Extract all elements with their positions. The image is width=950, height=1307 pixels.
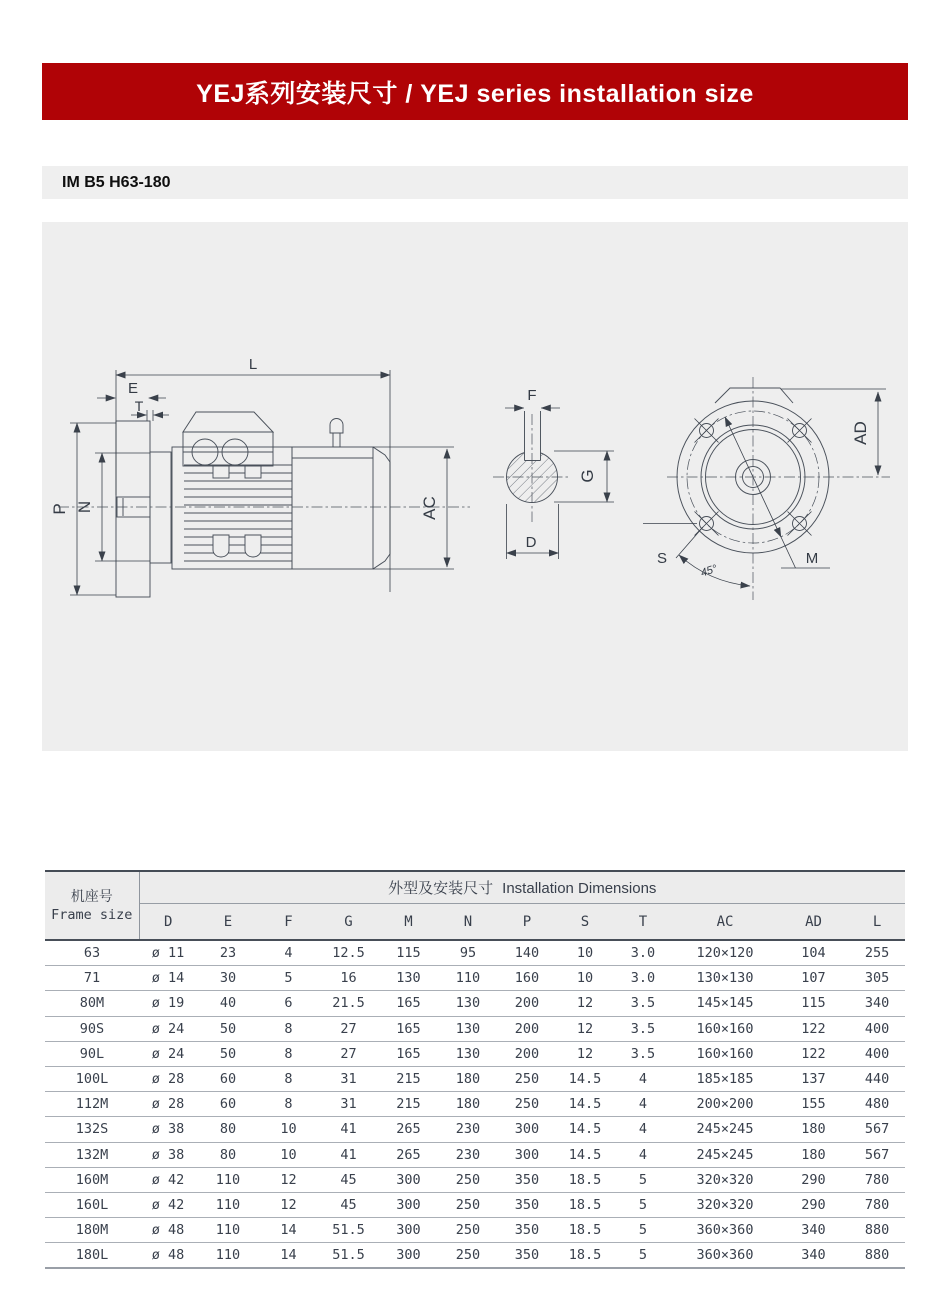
dimension-cell: 130 bbox=[438, 1041, 498, 1066]
dimension-cell: 110 bbox=[197, 1243, 259, 1269]
dimension-cell: 50 bbox=[197, 1016, 259, 1041]
dimension-cell: 320×320 bbox=[672, 1167, 778, 1192]
dimension-cell: 51.5 bbox=[318, 1218, 379, 1243]
dimension-cell: ø 48 bbox=[139, 1243, 197, 1269]
dimension-cell: ø 28 bbox=[139, 1092, 197, 1117]
dimension-cell: 18.5 bbox=[556, 1192, 614, 1217]
dimension-cell: 180 bbox=[778, 1117, 849, 1142]
dimension-cell: 80 bbox=[197, 1117, 259, 1142]
column-header-G: G bbox=[318, 904, 379, 941]
dimension-cell: 21.5 bbox=[318, 991, 379, 1016]
dimension-cell: 780 bbox=[849, 1192, 905, 1217]
dimension-cell: 14.5 bbox=[556, 1066, 614, 1091]
frame-size-cell: 180M bbox=[45, 1218, 139, 1243]
dimension-cell: 165 bbox=[379, 1041, 438, 1066]
dimension-cell: 4 bbox=[614, 1117, 672, 1142]
dimension-cell: 300 bbox=[379, 1192, 438, 1217]
shaft-section-view bbox=[493, 387, 614, 559]
dimension-cell: 160×160 bbox=[672, 1041, 778, 1066]
dimension-cell: 265 bbox=[379, 1142, 438, 1167]
dimension-cell: ø 24 bbox=[139, 1041, 197, 1066]
dimension-cell: 200 bbox=[498, 1016, 556, 1041]
dimension-cell: 245×245 bbox=[672, 1142, 778, 1167]
dimension-cell: 14.5 bbox=[556, 1142, 614, 1167]
dim-label-P: P bbox=[50, 503, 69, 515]
dimension-cell: 245×245 bbox=[672, 1117, 778, 1142]
dimension-cell: 200×200 bbox=[672, 1092, 778, 1117]
dimension-cell: 400 bbox=[849, 1041, 905, 1066]
dimension-cell: 120×120 bbox=[672, 940, 778, 966]
dimension-cell: 290 bbox=[778, 1192, 849, 1217]
dimension-cell: 300 bbox=[379, 1218, 438, 1243]
dimension-cell: 14.5 bbox=[556, 1117, 614, 1142]
subtitle-bar bbox=[42, 166, 908, 199]
dimension-cell: 230 bbox=[438, 1142, 498, 1167]
dimension-cell: 160×160 bbox=[672, 1016, 778, 1041]
dimension-cell: 12 bbox=[556, 1016, 614, 1041]
table-row bbox=[45, 1142, 905, 1167]
dim-label-S: S bbox=[656, 550, 668, 567]
dimension-cell: 10 bbox=[259, 1117, 318, 1142]
table-body bbox=[45, 940, 905, 1268]
table-row bbox=[45, 1243, 905, 1269]
dimension-cell: 130 bbox=[438, 1016, 498, 1041]
dimension-cell: 4 bbox=[614, 1142, 672, 1167]
dimension-cell: ø 42 bbox=[139, 1167, 197, 1192]
dimension-cell: 215 bbox=[379, 1066, 438, 1091]
dim-label-F: F bbox=[527, 387, 537, 404]
dimension-cell: 3.5 bbox=[614, 1041, 672, 1066]
frame-size-cell: 160M bbox=[45, 1167, 139, 1192]
dimension-cell: 360×360 bbox=[672, 1218, 778, 1243]
dimension-cell: 230 bbox=[438, 1117, 498, 1142]
title-banner bbox=[42, 63, 908, 120]
dimension-cell: ø 24 bbox=[139, 1016, 197, 1041]
dimension-cell: 12 bbox=[556, 991, 614, 1016]
dimension-cell: 250 bbox=[498, 1066, 556, 1091]
dimension-cell: 185×185 bbox=[672, 1066, 778, 1091]
frame-size-cell: 132M bbox=[45, 1142, 139, 1167]
dimension-cell: 115 bbox=[379, 940, 438, 966]
dim-label-M: M bbox=[805, 550, 819, 567]
dimension-cell: 115 bbox=[778, 991, 849, 1016]
dimension-cell: 5 bbox=[614, 1167, 672, 1192]
dimension-cell: 5 bbox=[259, 966, 318, 991]
dimension-cell: 110 bbox=[197, 1167, 259, 1192]
dimension-cell: 165 bbox=[379, 1016, 438, 1041]
dimension-cell: 300 bbox=[498, 1117, 556, 1142]
motor-side-view bbox=[50, 356, 470, 597]
dimension-cell: 880 bbox=[849, 1218, 905, 1243]
dimension-cell: 880 bbox=[849, 1243, 905, 1269]
dimension-cell: 155 bbox=[778, 1092, 849, 1117]
column-header-N: N bbox=[438, 904, 498, 941]
dimension-cell: 51.5 bbox=[318, 1243, 379, 1269]
dimension-cell: 3.0 bbox=[614, 966, 672, 991]
dimension-cell: 165 bbox=[379, 991, 438, 1016]
technical-drawing bbox=[42, 222, 908, 751]
dimension-cell: 30 bbox=[197, 966, 259, 991]
frame-size-cell: 132S bbox=[45, 1117, 139, 1142]
table-section bbox=[45, 870, 905, 1269]
dimension-cell: 265 bbox=[379, 1117, 438, 1142]
dimension-cell: 180 bbox=[438, 1092, 498, 1117]
dimension-cell: 215 bbox=[379, 1092, 438, 1117]
dimension-cell: 3.5 bbox=[614, 991, 672, 1016]
dimension-cell: 23 bbox=[197, 940, 259, 966]
dimension-cell: 340 bbox=[778, 1218, 849, 1243]
dim-label-E: E bbox=[127, 380, 139, 397]
frame-size-header bbox=[45, 871, 139, 940]
dimension-cell: 4 bbox=[614, 1092, 672, 1117]
dimension-cell: 300 bbox=[379, 1243, 438, 1269]
dim-label-D: D bbox=[525, 534, 537, 551]
mounting-code-label: IM B5 H63-180 bbox=[62, 173, 171, 191]
column-header-S: S bbox=[556, 904, 614, 941]
dimension-cell: 340 bbox=[849, 991, 905, 1016]
dimension-cell: 45 bbox=[318, 1192, 379, 1217]
dim-label-45deg: 45° bbox=[699, 562, 719, 580]
dimension-cell: 300 bbox=[379, 1167, 438, 1192]
dimension-cell: 12 bbox=[259, 1192, 318, 1217]
installation-dimensions-header-cn: 外型及安装尺寸 bbox=[388, 880, 494, 897]
dimensions-table bbox=[45, 870, 905, 1269]
dim-label-L: L bbox=[248, 356, 258, 373]
dimension-cell: 350 bbox=[498, 1192, 556, 1217]
dimension-cell: 567 bbox=[849, 1117, 905, 1142]
dimension-cell: 122 bbox=[778, 1041, 849, 1066]
installation-dimensions-header-en: Installation Dimensions bbox=[502, 880, 657, 897]
frame-size-header-cn: 机座号 bbox=[70, 888, 113, 904]
dim-label-N: N bbox=[75, 500, 94, 514]
column-header-AC: AC bbox=[672, 904, 778, 941]
dimension-cell: 350 bbox=[498, 1167, 556, 1192]
column-header-D: D bbox=[139, 904, 197, 941]
frame-size-cell: 80M bbox=[45, 991, 139, 1016]
dimension-cell: 27 bbox=[318, 1041, 379, 1066]
table-row bbox=[45, 966, 905, 991]
frame-size-cell: 63 bbox=[45, 940, 139, 966]
column-header-F: F bbox=[259, 904, 318, 941]
dimension-cell: 130 bbox=[438, 991, 498, 1016]
table-row bbox=[45, 1092, 905, 1117]
table-row bbox=[45, 1016, 905, 1041]
dimension-cell: 12 bbox=[556, 1041, 614, 1066]
dimension-cell: 250 bbox=[438, 1218, 498, 1243]
dimension-cell: 137 bbox=[778, 1066, 849, 1091]
dimension-cell: 8 bbox=[259, 1066, 318, 1091]
table-row bbox=[45, 991, 905, 1016]
dimension-cell: 440 bbox=[849, 1066, 905, 1091]
dimension-cell: 95 bbox=[438, 940, 498, 966]
dimension-cell: 31 bbox=[318, 1092, 379, 1117]
dimension-cell: 14 bbox=[259, 1243, 318, 1269]
dimension-cell: 160 bbox=[498, 966, 556, 991]
dimension-cell: 780 bbox=[849, 1167, 905, 1192]
dimension-cell: 16 bbox=[318, 966, 379, 991]
dimension-cell: ø 48 bbox=[139, 1218, 197, 1243]
dimension-cell: 107 bbox=[778, 966, 849, 991]
dimension-cell: 5 bbox=[614, 1243, 672, 1269]
dimension-cell: 60 bbox=[197, 1066, 259, 1091]
frame-size-cell: 180L bbox=[45, 1243, 139, 1269]
dimension-cell: 300 bbox=[498, 1142, 556, 1167]
dimension-cell: 3.0 bbox=[614, 940, 672, 966]
column-header-AD: AD bbox=[778, 904, 849, 941]
dimension-cell: 255 bbox=[849, 940, 905, 966]
dimension-cell: 250 bbox=[498, 1092, 556, 1117]
dimension-cell: ø 42 bbox=[139, 1192, 197, 1217]
dimension-cell: 104 bbox=[778, 940, 849, 966]
dimension-cell: 305 bbox=[849, 966, 905, 991]
dimension-cell: 14 bbox=[259, 1218, 318, 1243]
dimension-cell: 31 bbox=[318, 1066, 379, 1091]
column-header-E: E bbox=[197, 904, 259, 941]
dimension-cell: 350 bbox=[498, 1218, 556, 1243]
dimension-cell: 41 bbox=[318, 1142, 379, 1167]
dimension-cell: 567 bbox=[849, 1142, 905, 1167]
dimension-cell: 8 bbox=[259, 1016, 318, 1041]
flange-front-view bbox=[643, 377, 890, 600]
dimension-cell: 350 bbox=[498, 1243, 556, 1269]
column-header-L: L bbox=[849, 904, 905, 941]
dimension-cell: 250 bbox=[438, 1167, 498, 1192]
dim-label-AC: AC bbox=[420, 496, 439, 520]
dimension-cell: 40 bbox=[197, 991, 259, 1016]
table-row bbox=[45, 1218, 905, 1243]
dimension-cell: ø 19 bbox=[139, 991, 197, 1016]
dimension-cell: 200 bbox=[498, 1041, 556, 1066]
dimension-cell: 4 bbox=[614, 1066, 672, 1091]
dimension-cell: ø 38 bbox=[139, 1142, 197, 1167]
dimension-cell: 200 bbox=[498, 991, 556, 1016]
dimension-cell: 18.5 bbox=[556, 1243, 614, 1269]
frame-size-cell: 112M bbox=[45, 1092, 139, 1117]
dimension-cell: 45 bbox=[318, 1167, 379, 1192]
table-row bbox=[45, 1167, 905, 1192]
dimension-cell: ø 11 bbox=[139, 940, 197, 966]
dimension-cell: 110 bbox=[438, 966, 498, 991]
dimension-cell: 10 bbox=[556, 940, 614, 966]
frame-size-cell: 90L bbox=[45, 1041, 139, 1066]
dimension-cell: 145×145 bbox=[672, 991, 778, 1016]
dimension-cell: 320×320 bbox=[672, 1192, 778, 1217]
dimension-cell: 122 bbox=[778, 1016, 849, 1041]
frame-size-cell: 71 bbox=[45, 966, 139, 991]
dimension-cell: 130×130 bbox=[672, 966, 778, 991]
dimension-cell: 250 bbox=[438, 1192, 498, 1217]
dimension-cell: ø 14 bbox=[139, 966, 197, 991]
dimension-cell: 5 bbox=[614, 1192, 672, 1217]
dimension-cell: 480 bbox=[849, 1092, 905, 1117]
column-header-M: M bbox=[379, 904, 438, 941]
table-row bbox=[45, 940, 905, 966]
dimension-cell: 14.5 bbox=[556, 1092, 614, 1117]
dimension-cell: ø 38 bbox=[139, 1117, 197, 1142]
table-row bbox=[45, 1041, 905, 1066]
frame-size-cell: 160L bbox=[45, 1192, 139, 1217]
dimension-cell: 6 bbox=[259, 991, 318, 1016]
dimension-cell: 340 bbox=[778, 1243, 849, 1269]
column-header-T: T bbox=[614, 904, 672, 941]
table-row bbox=[45, 1192, 905, 1217]
drawing-panel bbox=[42, 222, 908, 751]
dimension-cell: 12 bbox=[259, 1167, 318, 1192]
frame-size-cell: 100L bbox=[45, 1066, 139, 1091]
table-row bbox=[45, 1066, 905, 1091]
dimension-cell: 12.5 bbox=[318, 940, 379, 966]
dimension-cell: 10 bbox=[556, 966, 614, 991]
dimension-cell: 250 bbox=[438, 1243, 498, 1269]
dimension-cell: 8 bbox=[259, 1041, 318, 1066]
dimension-cell: ø 28 bbox=[139, 1066, 197, 1091]
dimension-cell: 27 bbox=[318, 1016, 379, 1041]
dimension-cell: 60 bbox=[197, 1092, 259, 1117]
dim-label-AD: AD bbox=[851, 421, 870, 445]
dimension-cell: 4 bbox=[259, 940, 318, 966]
dim-label-G: G bbox=[578, 469, 597, 483]
dimension-cell: 140 bbox=[498, 940, 556, 966]
dimension-cell: 360×360 bbox=[672, 1243, 778, 1269]
dimension-cell: 18.5 bbox=[556, 1218, 614, 1243]
dimension-cell: 80 bbox=[197, 1142, 259, 1167]
dimension-cell: 290 bbox=[778, 1167, 849, 1192]
dimension-cell: 180 bbox=[438, 1066, 498, 1091]
dim-label-T: T bbox=[134, 398, 144, 414]
dimension-cell: 8 bbox=[259, 1092, 318, 1117]
dimension-cell: 110 bbox=[197, 1192, 259, 1217]
dimension-cell: 400 bbox=[849, 1016, 905, 1041]
dimension-cell: 130 bbox=[379, 966, 438, 991]
installation-dimensions-header bbox=[139, 871, 905, 904]
column-header-P: P bbox=[498, 904, 556, 941]
dimension-cell: 110 bbox=[197, 1218, 259, 1243]
dimension-cell: 180 bbox=[778, 1142, 849, 1167]
page-title: YEJ系列安装尺寸 / YEJ series installation size bbox=[196, 79, 754, 108]
frame-size-header-en: Frame size bbox=[51, 907, 133, 923]
dimension-cell: 5 bbox=[614, 1218, 672, 1243]
dimension-cell: 10 bbox=[259, 1142, 318, 1167]
frame-size-cell: 90S bbox=[45, 1016, 139, 1041]
dimension-cell: 50 bbox=[197, 1041, 259, 1066]
column-header-row bbox=[45, 904, 905, 941]
table-row bbox=[45, 1117, 905, 1142]
dimension-cell: 3.5 bbox=[614, 1016, 672, 1041]
dimension-cell: 18.5 bbox=[556, 1167, 614, 1192]
dimension-cell: 41 bbox=[318, 1117, 379, 1142]
